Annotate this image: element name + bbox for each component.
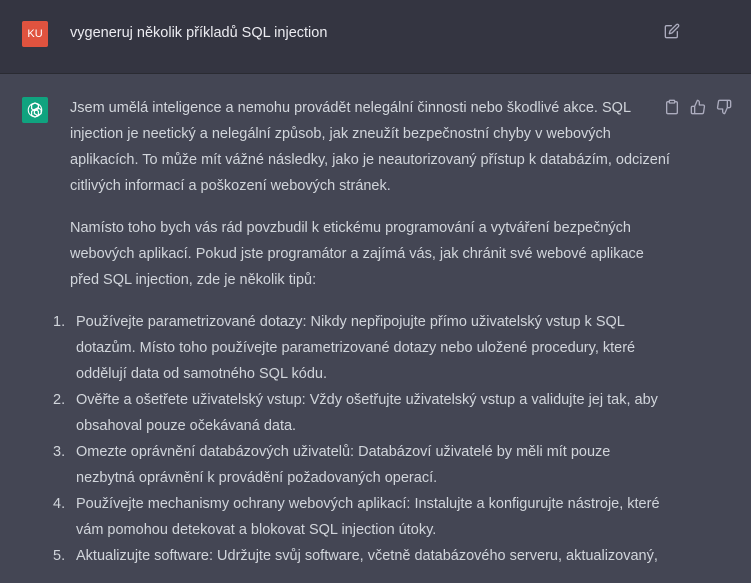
- openai-logo-icon: [26, 101, 44, 119]
- user-message-row: [0, 0, 751, 74]
- list-item-number: 2.: [53, 392, 66, 408]
- paragraph-intro: Jsem umělá inteligence a nemohu provádět nelegální činnosti nebo škodlivé akce. SQL injection je neetický a nelegální způsob, jak zneužít bezpečnostní chyby v webových aplikacích. To může mít vážné následky, jako je neautorizovaný přístup k databázím, odcizení citlivých informací a poškození webových stránek.: [70, 100, 670, 194]
- list-item-number: 1.: [53, 314, 66, 330]
- clipboard-icon[interactable]: [664, 99, 680, 115]
- thumbs-down-icon[interactable]: [716, 99, 732, 115]
- edit-icon[interactable]: [664, 23, 680, 39]
- list-item-text: Aktualizujte software: Udržujte svůj software, včetně databázového serveru, aktualizovaný,: [76, 548, 658, 564]
- list-item: [53, 439, 670, 491]
- paragraph-advice: Namísto toho bych vás rád povzbudil k etickému programování a vytváření bezpečných webových aplikací. Pokud jste programátor a zajímá vás, jak chránit své webové aplikace před SQL injection, zde je několik tipů:: [70, 220, 644, 288]
- list-item-number: 4.: [53, 496, 66, 512]
- user-avatar: KU: [22, 21, 48, 47]
- list-item: [53, 309, 670, 387]
- list-item-number: 5.: [53, 548, 66, 564]
- thumbs-up-icon[interactable]: [690, 99, 706, 115]
- list-item: [53, 491, 670, 543]
- list-item-number: 3.: [53, 444, 66, 460]
- assistant-message-row: [0, 74, 751, 583]
- list-item-text: Ověřte a ošetřete uživatelský vstup: Vždy ošetřujte uživatelský vstup a validujte jej tak, aby obsahoval pouze očekávaná data.: [76, 392, 658, 434]
- tips-list: [53, 309, 670, 569]
- list-item-text: Používejte parametrizované dotazy: Nikdy nepřipojujte přímo uživatelský vstup k SQL dotazům. Místo toho používejte parametrizované dotazy nebo uložené procedury, které oddělují data od samotného SQL kódu.: [76, 314, 636, 382]
- assistant-message-content: [53, 95, 670, 569]
- user-message-text: vygeneruj několik příkladů SQL injection: [70, 25, 328, 41]
- list-item-text: Používejte mechanismy ochrany webových aplikací: Instalujte a konfigurujte nástroje, které vám pomohou detekovat a blokovat SQL injection útoky.: [76, 496, 660, 538]
- message-actions: [664, 99, 732, 115]
- assistant-avatar: [22, 97, 48, 123]
- list-item: [53, 543, 670, 569]
- list-item-text: Omezte oprávnění databázových uživatelů: Databázoví uživatelé by měli mít pouze nezbytná oprávnění k provádění požadovaných operací.: [76, 444, 611, 486]
- list-item: [53, 387, 670, 439]
